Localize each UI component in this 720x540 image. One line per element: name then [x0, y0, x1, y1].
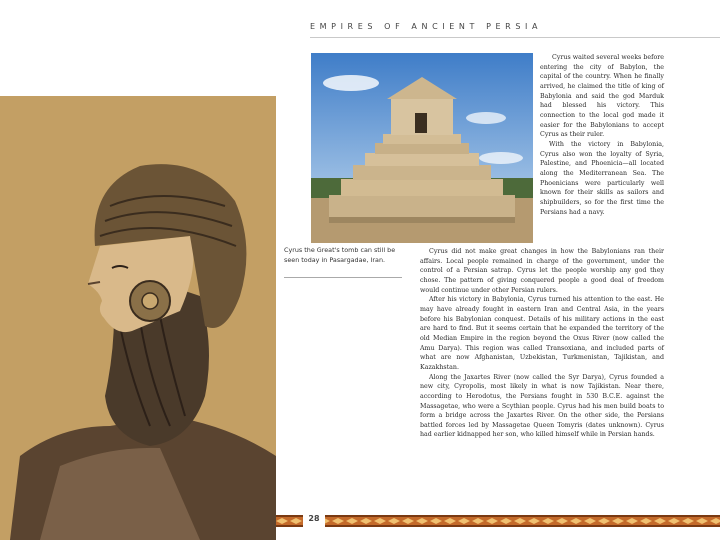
- cyrus-portrait-illustration: [0, 96, 276, 540]
- chapter-running-header: EMPIRES OF ANCIENT PERSIA: [310, 22, 543, 31]
- paragraph: Cyrus waited several weeks before entering the city of Babylon, the capital of the country. When he finally arrived, he claimed the title of king of Babylonia and said the god Marduk had blessed his victory. This connection to the local god made it easier for the Babylonians to accept Cyrus as their ruler.: [540, 54, 664, 139]
- caption-divider: [284, 277, 402, 278]
- text-column-wide: [420, 247, 664, 440]
- decorative-footer-band: [276, 515, 720, 527]
- text-column-right: [540, 53, 664, 217]
- header-divider: [310, 37, 720, 38]
- paragraph: Cyrus did not make great changes in how the Babylonians ran their affairs. Local people remained in charge of the government, under the control of a Persian satrap. Cyrus let the people worship any god they chose. The pattern of giving conquered people a good deal of freedom would continue under other Persian rulers.: [420, 248, 664, 294]
- paragraph: Along the Jaxartes River (now called the Syr Darya), Cyrus founded a new city, Cyropolis, most likely in what is now Tajikistan. Near there, according to Herodotus, the Persians fought in 530 B.C.E. against the Massagetae, who were a Scythian people. Cyrus had his men build boats to form a bridge across the Jaxartes River. On the other side, the Persians battled forces led by Massagetae Queen Tomyris (dates unknown). Cyrus had earlier kidnapped her son, who killed himself while in Persian hands.: [420, 373, 664, 439]
- page-number: 28: [308, 514, 320, 523]
- paragraph: With the victory in Babylonia, Cyrus also won the loyalty of Syria, Palestine, and Phoenicia—all located along the Mediterranean Sea. The Phoenicians were particularly well known for their skills as sailors and shipbuilders, so for the first time the Persians had a navy.: [540, 140, 664, 216]
- tomb-of-cyrus-photo: [311, 53, 533, 243]
- paragraph: After his victory in Babylonia, Cyrus turned his attention to the east. He may have already fought in eastern Iran and Central Asia, in the years before his Babylonian conquest. Details of his military actions in the east are hard to find. But it seems certain that he expanded the territory of the old Median Empire in the region beyond the Oxus River (now called the Amu Darya). This region was called Transoxiana, and included parts of what are now Afghanistan, Uzbekistan, Turkmenistan, Tajikistan, and Kazakhstan.: [420, 296, 664, 371]
- photo-caption: Cyrus the Great's tomb can still be seen today in Pasargadae, Iran.: [284, 246, 396, 264]
